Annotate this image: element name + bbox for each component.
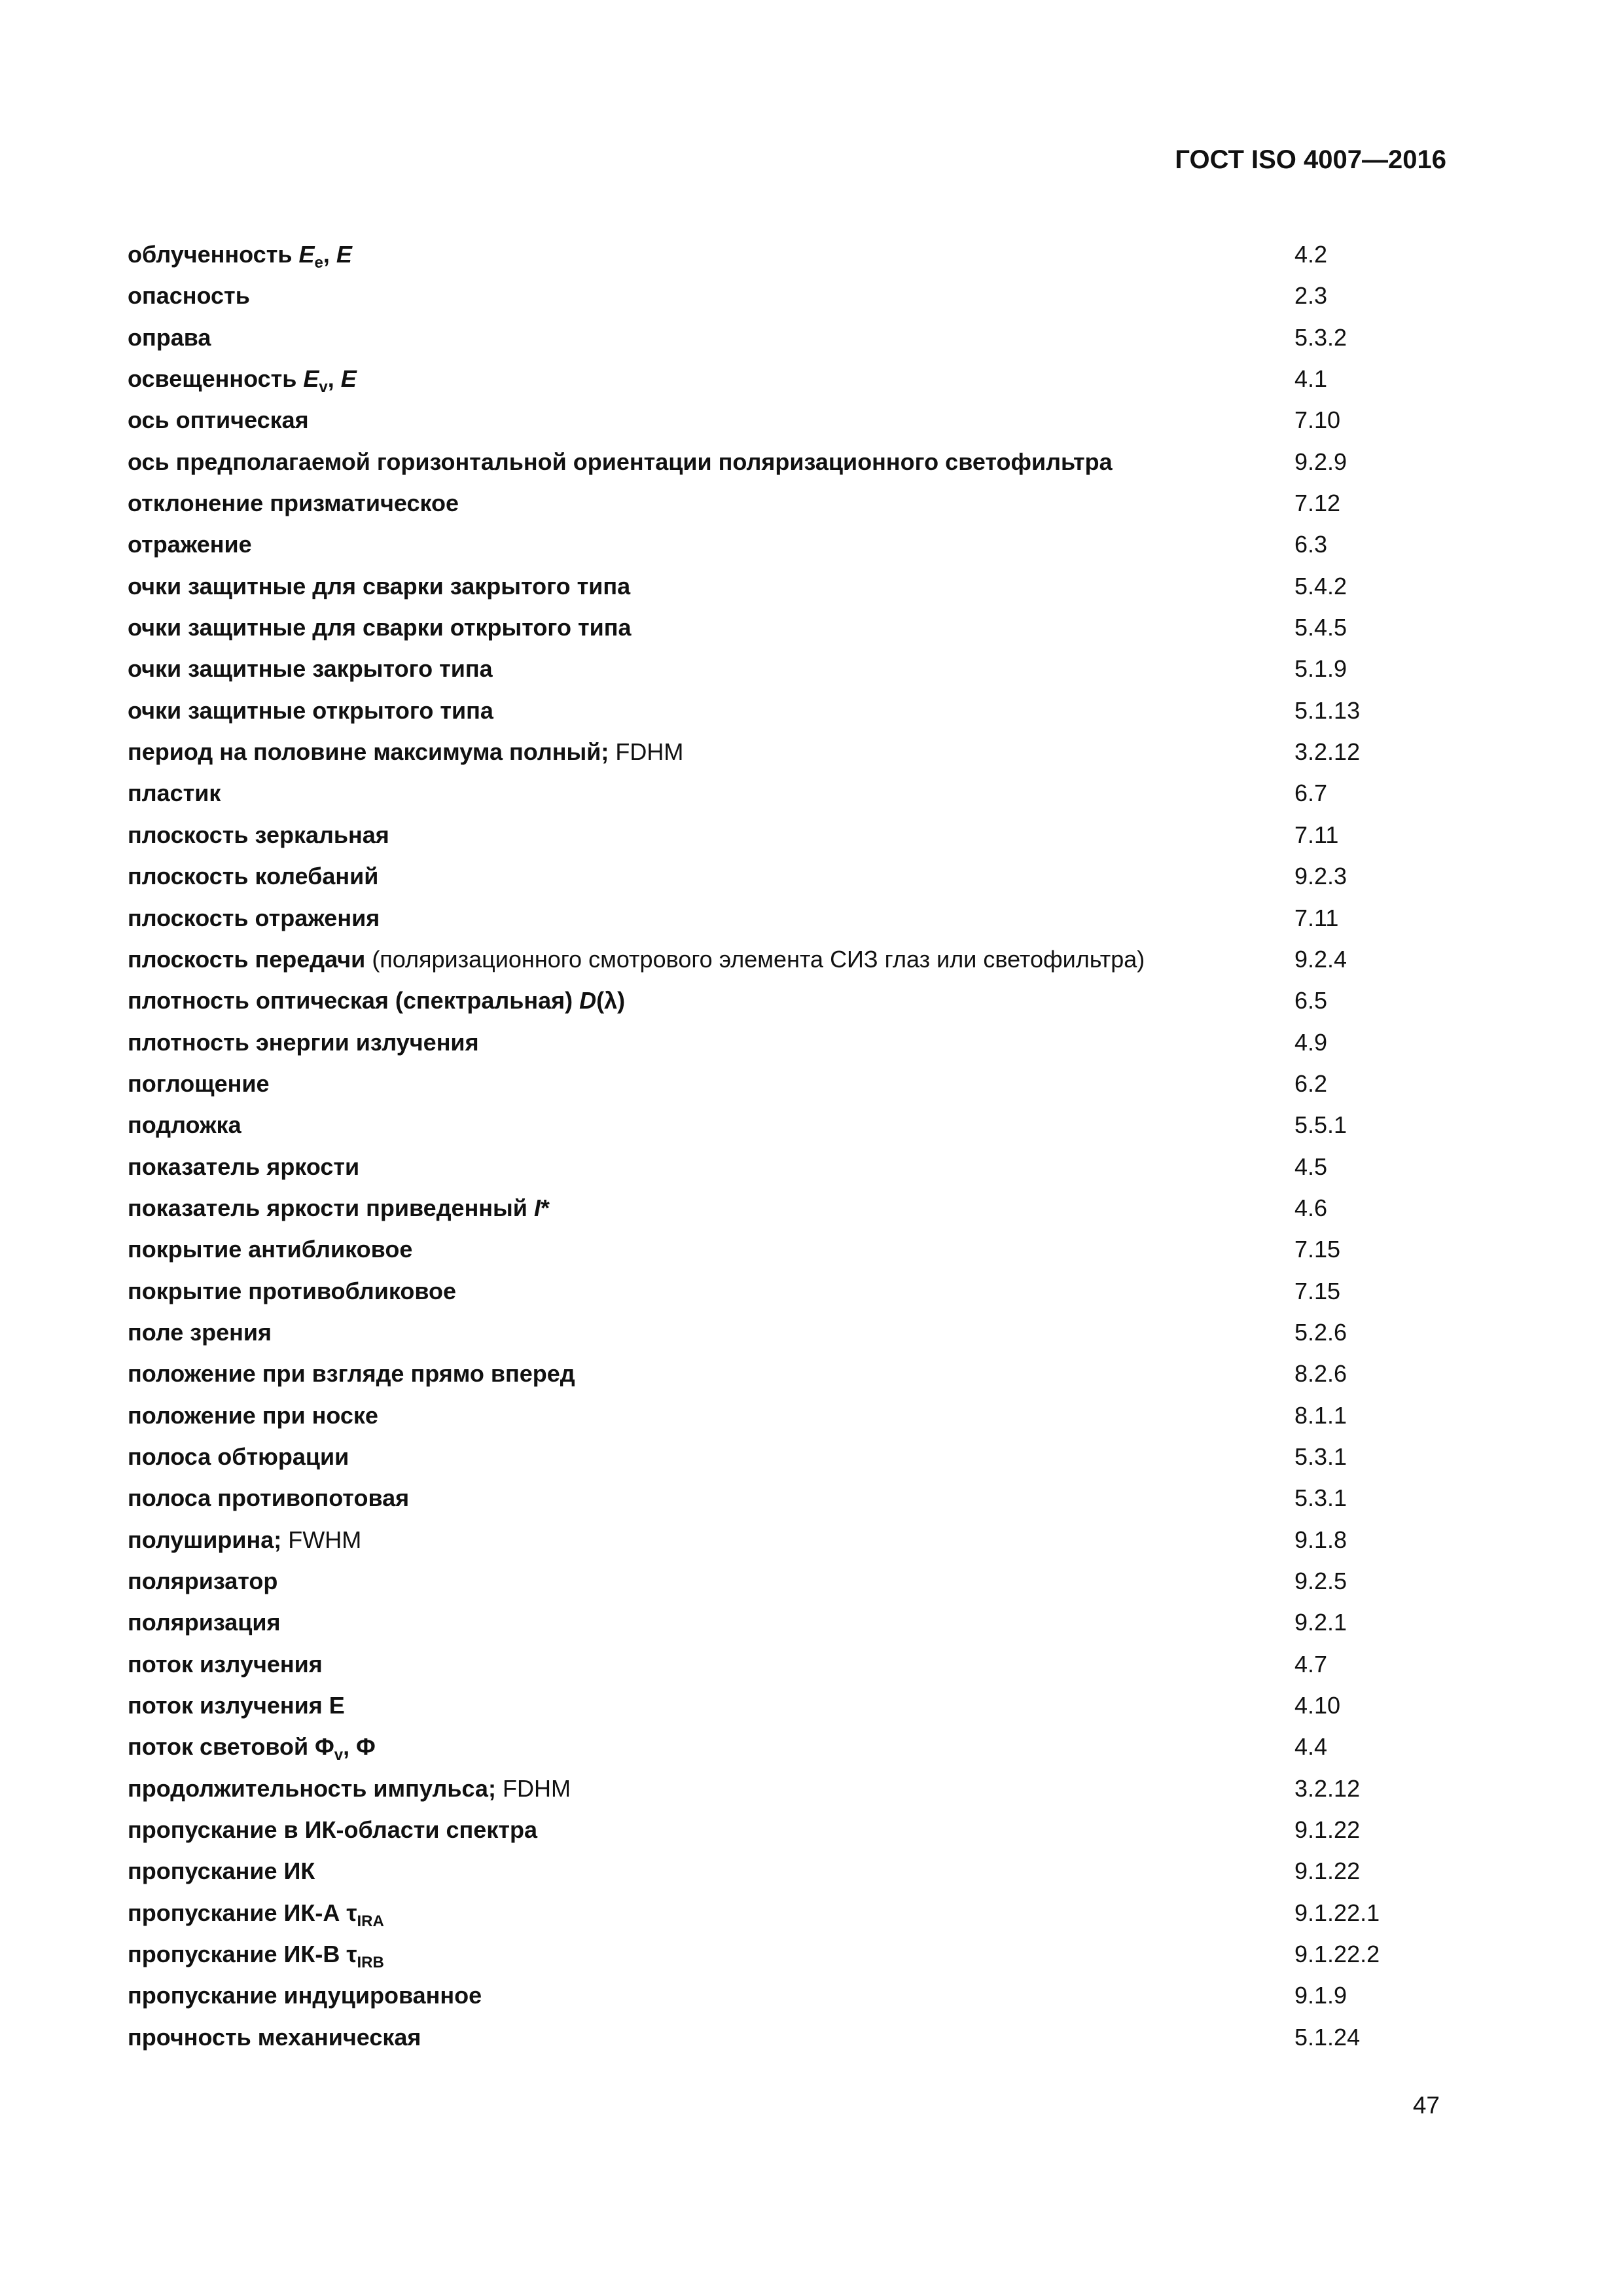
document-header: ГОСТ ISO 4007—2016 [1175,145,1446,174]
index-term-part: показатель яркости приведенный [128,1194,534,1221]
index-entry [128,405,1450,446]
index-term [128,1525,361,1555]
index-section-number: 7.11 [1294,904,1339,931]
index-entry [128,1525,1450,1566]
index-term-part: IRB [357,1954,384,1972]
index-term-part: поле зрения [128,1318,272,1346]
index-section-number: 7.11 [1294,821,1339,848]
index-entry [128,1566,1450,1607]
index-term [128,1276,456,1306]
index-entry [128,488,1450,529]
index-term [128,1442,349,1472]
index-term-part: , Φ [343,1733,376,1761]
index-entry [128,1981,1450,2022]
index-term [128,654,493,684]
index-entry [128,1318,1450,1359]
index-term [128,778,221,808]
index-section-number: 9.1.22 [1294,1816,1361,1844]
subject-index-list [128,240,1450,2064]
index-section-number: 3.2.12 [1294,738,1361,766]
index-section-number: 6.7 [1294,780,1328,807]
index-term-part: τ [346,1899,357,1926]
index-term-part: , [323,241,336,268]
index-term-part: очки защитные открытого типа [128,696,493,724]
index-term [128,1981,482,2011]
index-entry [128,1732,1450,1773]
index-term [128,986,625,1016]
index-term [128,2022,421,2053]
index-term-part: положение при носке [128,1401,378,1429]
index-section-number: 8.1.1 [1294,1401,1347,1429]
index-term-part: I [533,1194,541,1221]
index-term [128,1691,345,1721]
index-term-part: E [340,365,357,393]
index-section-number: 5.1.13 [1294,696,1361,724]
index-term-part: плоскость отражения [128,904,380,931]
index-entry [128,1774,1450,1815]
index-term [128,1649,323,1679]
index-term-part: FWHM [288,1526,362,1553]
index-term-part: пропускание ИК-А [128,1899,347,1926]
index-term-part: τ [346,1941,357,1968]
index-term-part: , [327,365,341,393]
index-section-number: 7.15 [1294,1236,1341,1263]
index-entry [128,1815,1450,1856]
index-section-number: 7.12 [1294,490,1341,517]
index-section-number: 9.2.5 [1294,1568,1347,1594]
index-entry [128,1069,1450,1110]
index-entry [128,944,1450,986]
index-entry [128,529,1450,571]
index-term-part: E [336,241,352,268]
index-section-number: 6.3 [1294,531,1328,558]
index-term [128,1566,277,1596]
index-term-part: плотность энергии излучения [128,1028,479,1056]
index-term [128,1110,241,1140]
index-section-number: 4.6 [1294,1194,1328,1221]
index-section-number: 7.15 [1294,1277,1341,1304]
index-term-part: очки защитные для сварки закрытого типа [128,572,631,600]
index-term-part: полуширина; [128,1526,289,1553]
index-term-part: отражение [128,531,252,558]
index-term-part: E [303,365,319,393]
index-entry [128,1193,1450,1234]
index-term-part: поглощение [128,1069,270,1097]
index-entry [128,1898,1450,1939]
index-term [128,529,252,560]
index-term-part: покрытие антибликовое [128,1236,413,1263]
index-term-part: положение при взгляде прямо вперед [128,1360,575,1388]
index-term-part: продолжительность импульса; [128,1774,503,1802]
index-entry [128,1276,1450,1318]
index-section-number: 9.2.1 [1294,1609,1347,1636]
index-term [128,1483,409,1513]
index-term-part: прочность механическая [128,2023,421,2051]
index-section-number: 6.2 [1294,1069,1328,1097]
index-term [128,820,389,850]
index-term-part: пропускание ИК [128,1857,315,1885]
index-section-number: 2.3 [1294,282,1328,310]
index-term-part: отклонение призматическое [128,490,459,517]
index-section-number: 4.1 [1294,365,1328,393]
index-term-part: облученность [128,241,299,268]
index-term-part: FDHM [502,1774,571,1802]
index-section-number: 5.3.1 [1294,1443,1347,1470]
index-entry [128,1442,1450,1483]
index-section-number: 5.1.9 [1294,655,1347,683]
index-section-number: 4.9 [1294,1028,1328,1056]
index-term-part: E [298,241,315,268]
index-term [128,1193,550,1223]
index-term-part: плоскость зеркальная [128,821,389,848]
index-section-number: 5.4.2 [1294,572,1347,600]
index-entry [128,1649,1450,1691]
index-term [128,1359,575,1389]
index-term [128,571,630,601]
index-section-number: 3.2.12 [1294,1774,1361,1802]
index-section-number: 4.10 [1294,1692,1341,1719]
index-term-part: (λ) [596,987,626,1014]
index-term-part: D [579,987,597,1014]
index-entry [128,571,1450,613]
index-term [128,1152,359,1182]
index-entry [128,447,1450,488]
index-term-part: Φ [315,1733,334,1761]
index-term-part: v [334,1746,344,1765]
index-term [128,1318,272,1348]
index-section-number: 9.2.4 [1294,945,1347,973]
index-term-part: плоскость передачи [128,945,372,973]
index-section-number: 5.3.2 [1294,323,1347,351]
index-term [128,1028,479,1058]
index-section-number: 9.1.8 [1294,1526,1347,1553]
index-term-part: FDHM [615,738,684,766]
index-section-number: 6.5 [1294,987,1328,1014]
index-section-number: 5.5.1 [1294,1111,1347,1139]
index-section-number: 5.3.1 [1294,1484,1347,1512]
index-term-part: очки защитные для сварки открытого типа [128,614,632,641]
index-term [128,447,1113,477]
index-entry [128,1607,1450,1649]
index-section-number: 9.2.3 [1294,863,1347,890]
index-entry [128,364,1450,405]
index-term [128,737,683,767]
index-section-number: 4.5 [1294,1153,1328,1180]
index-term [128,488,459,518]
index-section-number: 7.10 [1294,406,1341,434]
index-section-number: 5.2.6 [1294,1318,1347,1346]
index-term-part: ось оптическая [128,406,309,434]
index-section-number: 9.1.22 [1294,1857,1361,1885]
index-term-part: поляризация [128,1609,281,1636]
index-term [128,1939,384,1978]
index-term-part: поток световой [128,1733,315,1761]
index-term [128,240,352,278]
index-term-part: оправа [128,323,211,351]
index-term-part: поток излучения [128,1650,323,1677]
index-entry [128,778,1450,819]
index-entry [128,1110,1450,1151]
index-term [128,861,378,891]
index-term [128,1898,384,1937]
index-term-part: показатель яркости [128,1153,360,1180]
index-term [128,613,631,643]
index-section-number: 4.4 [1294,1733,1328,1761]
index-term [128,323,211,353]
index-entry [128,1483,1450,1524]
index-term-part: подложка [128,1111,241,1139]
page-number: 47 [1412,2092,1440,2119]
index-term-part: покрытие противобликовое [128,1277,457,1304]
index-term [128,364,357,403]
index-term-part: IRA [357,1912,384,1930]
index-entry [128,1028,1450,1069]
index-term-part: пластик [128,780,221,807]
index-term [128,696,493,726]
index-term-part: поток излучения Е [128,1692,345,1719]
index-term [128,1607,281,1638]
index-term-part: ось предполагаемой горизонтальной ориентации поляризационного светофильтра [128,448,1113,475]
index-entry [128,1359,1450,1400]
index-term [128,944,1145,975]
index-entry [128,281,1450,322]
index-entry [128,323,1450,364]
index-entry [128,1401,1450,1442]
index-section-number: 9.2.9 [1294,448,1347,475]
index-entry [128,696,1450,737]
index-term [128,903,380,933]
index-entry [128,1691,1450,1732]
index-term-part: e [314,254,323,272]
index-term [128,1234,412,1265]
index-term-part: плоскость колебаний [128,863,379,890]
index-term-part: полоса противопотовая [128,1484,410,1512]
index-term [128,1774,571,1804]
index-entry [128,986,1450,1027]
index-term [128,405,309,435]
index-term-part: пропускание ИК-В [128,1941,347,1968]
index-entry [128,1856,1450,1897]
index-term-part: (поляризационного смотрового элемента СИЗ глаз или светофильтра) [372,945,1145,973]
index-entry [128,903,1450,944]
index-term [128,1401,378,1431]
index-term-part: * [540,1194,550,1221]
index-term [128,1069,270,1099]
index-entry [128,737,1450,778]
index-term [128,1815,537,1845]
index-entry [128,1939,1450,1981]
index-entry [128,861,1450,903]
index-section-number: 4.7 [1294,1650,1328,1677]
index-section-number: 5.4.5 [1294,614,1347,641]
index-section-number: 9.1.22.1 [1294,1899,1380,1926]
index-entry [128,1152,1450,1193]
index-term-part: очки защитные закрытого типа [128,655,493,683]
index-section-number: 9.1.22.2 [1294,1941,1380,1968]
index-entry [128,1234,1450,1276]
index-term-part: v [319,378,328,397]
index-entry [128,240,1450,281]
index-term-part: период на половине максимума полный; [128,738,616,766]
index-entry [128,613,1450,654]
index-section-number: 9.1.9 [1294,1982,1347,2009]
index-term-part: освещенность [128,365,304,393]
index-term-part: полоса обтюрации [128,1443,349,1470]
index-term [128,1732,376,1770]
index-term-part: плотность оптическая (спектральная) [128,987,580,1014]
index-section-number: 8.2.6 [1294,1360,1347,1388]
index-term-part: пропускание индуцированное [128,1982,482,2009]
index-term [128,1856,315,1886]
index-section-number: 4.2 [1294,241,1328,268]
index-entry [128,2022,1450,2064]
index-entry [128,654,1450,695]
index-term-part: пропускание в ИК-области спектра [128,1816,537,1844]
index-term-part: поляризатор [128,1568,278,1594]
index-section-number: 5.1.24 [1294,2023,1361,2051]
index-entry [128,820,1450,861]
index-term [128,281,250,311]
index-term-part: опасность [128,282,250,310]
